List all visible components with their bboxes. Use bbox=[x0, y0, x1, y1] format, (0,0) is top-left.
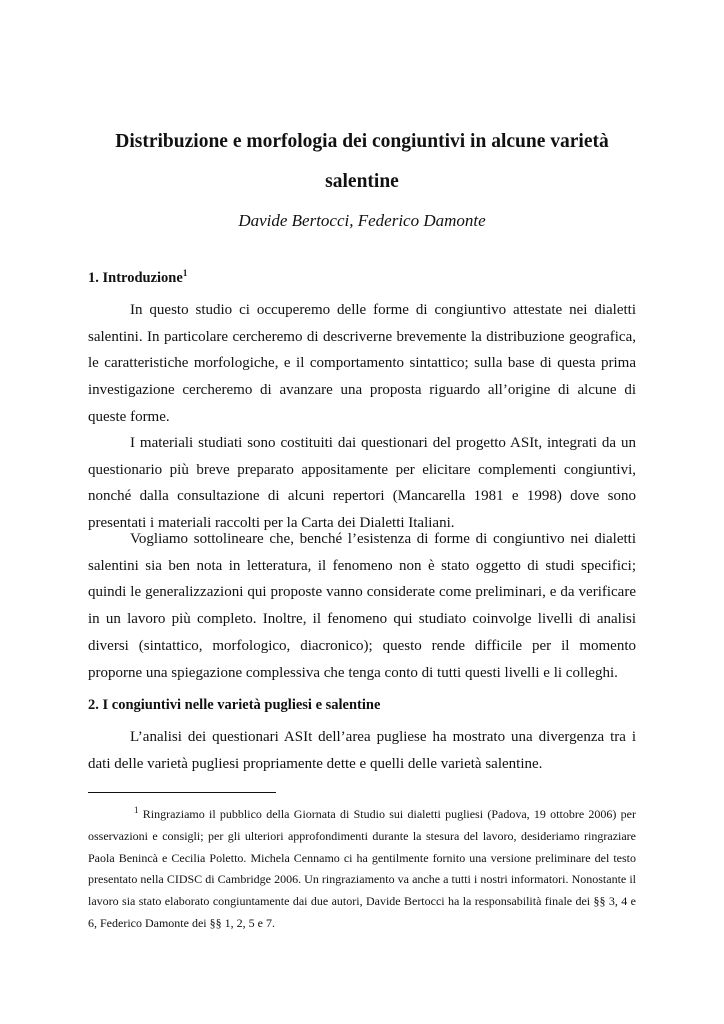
footnote-number: 1 bbox=[134, 805, 139, 815]
section-heading-introduzione bbox=[88, 266, 636, 290]
section-heading-congiuntivi: 2. I congiuntivi nelle varietà pugliesi e salentine bbox=[88, 697, 381, 713]
footnote-reference[interactable]: 1 bbox=[182, 268, 188, 278]
paragraph-text: I materiali studiati sono costituiti dai questionari del progetto ASIt, integrati da un questionario più breve preparato appositamente per elicitare complementi congiuntivi, nonché dalla consultazione di alcuni repertori (Mancarella 1981 e 1998) dove sono presentati i materiali raccolti per la Carta dei Dialetti Italiani. bbox=[88, 435, 636, 532]
paper-title: Distribuzione e morfologia dei congiuntivi in alcune varietà salentine bbox=[115, 131, 609, 192]
body-paragraph bbox=[88, 297, 636, 431]
body-paragraph bbox=[88, 724, 636, 777]
section-heading-text: 1. Introduzione bbox=[88, 270, 183, 286]
paper-authors: Davide Bertocci, Federico Damonte bbox=[238, 211, 486, 230]
paragraph-text: Vogliamo sottolineare che, benché l’esistenza di forme di congiuntivo nei dialetti salentini sia ben nota in letteratura, il fenomeno non è stato oggetto di studi specifici; quindi le generalizzazioni qui proposte vanno considerate come preliminari, e da verificare in un lavoro più completo. Inoltre, il fenomeno qui studiato coinvolge livelli di analisi diversi (sintattico, morfologico, diacronico); questo rende difficile per il momento proporne una spiegazione complessiva che tenga conto di tutti questi livelli e li colleghi. bbox=[88, 531, 636, 681]
paragraph-text: L’analisi dei questionari ASIt dell’area pugliese ha mostrato una divergenza tra i dati delle varietà pugliesi propriamente dette e quelli delle varietà salentine. bbox=[88, 729, 636, 772]
footnote bbox=[88, 804, 636, 935]
paragraph-text: In questo studio ci occuperemo delle forme di congiuntivo attestate nei dialetti salentini. In particolare cercheremo di descriverne brevemente la distribuzione geografica, le caratteristiche morfologiche, e il comportamento sintattico; sulla base di questa prima investigazione cercheremo di avanzare una proposta riguardo all’origine di alcune di queste forme. bbox=[88, 302, 636, 425]
body-paragraph bbox=[88, 526, 636, 686]
footnote-separator bbox=[88, 792, 276, 793]
footnote-text: Ringraziamo il pubblico della Giornata di Studio sui dialetti pugliesi (Padova, 19 ottobre 2006) per osservazioni e consigli; per gli ulteriori approfondimenti durante la stesura del lavoro, desideriamo ringraziare Paola Benincà e Cecilia Poletto. Michela Cennamo ci ha gentilmente fornito una versione preliminare del testo presentato nella CIDSC di Cambridge 2006. Un ringraziamento va anche a tutti i nostri informatori. Nonostante il lavoro sia stato elaborato congiuntamente dai due autori, Davide Bertocci ha la responsabilità finale dei §§ 3, 4 e 6, Federico Damonte dei §§ 1, 2, 5 e 7. bbox=[88, 807, 637, 930]
body-paragraph bbox=[88, 430, 636, 537]
